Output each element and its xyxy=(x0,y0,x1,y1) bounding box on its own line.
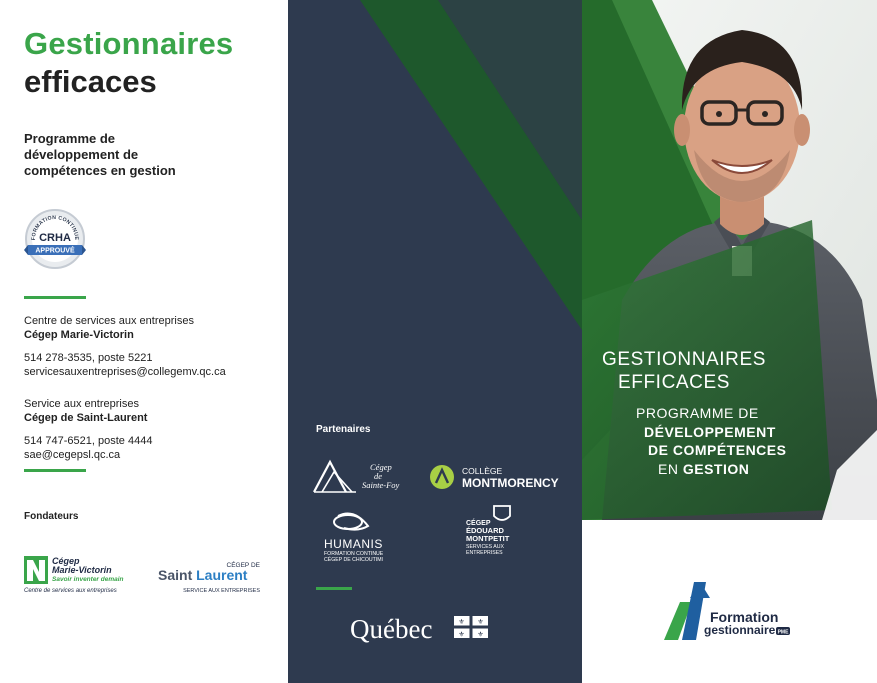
svg-text:Saint Laurent xyxy=(158,567,248,583)
fg-logo-suffix: PME xyxy=(777,629,789,636)
contact-email[interactable]: sae@cegepsl.qc.ca xyxy=(24,449,121,461)
contact-service-name: Centre de services aux entreprises xyxy=(24,315,194,327)
crha-badge-name: CRHA xyxy=(39,232,71,244)
contact-saint-laurent xyxy=(24,397,152,462)
cegep-sainte-foy-logo xyxy=(312,458,412,498)
cegep-marie-victorin-logo xyxy=(24,554,144,596)
logo-em-line5: ENTREPRISES xyxy=(466,550,503,556)
logo-em-line4: SERVICES AUX xyxy=(466,544,504,550)
cover-title-line2: EFFICACES xyxy=(618,372,731,393)
logo-humanis-line1: FORMATION CONTINUE xyxy=(324,551,384,557)
quebec-government-logo xyxy=(350,610,490,646)
brochure-title-line2: efficaces xyxy=(24,64,157,99)
svg-text:⚜: ⚜ xyxy=(458,630,465,639)
middle-panel xyxy=(288,0,582,683)
contact-phone: 514 278-3535, poste 5221 xyxy=(24,352,153,364)
contact-email[interactable]: servicesauxentreprises@collegemv.qc.ca xyxy=(24,366,226,378)
svg-text:⚜: ⚜ xyxy=(458,618,465,626)
cover-subtitle-line1: PROGRAMME DE xyxy=(636,405,759,421)
quebec-flag-icon xyxy=(454,616,488,639)
partners-label: Partenaires xyxy=(316,424,371,435)
contact-marie-victorin xyxy=(24,314,226,379)
cover-subtitle-bold: GESTION xyxy=(682,461,750,477)
middle-diagonal-bands xyxy=(288,0,582,683)
program-subtitle xyxy=(24,131,224,179)
college-montmorency-logo xyxy=(428,462,568,492)
cegep-saint-laurent-logo xyxy=(158,560,262,596)
brochure-title-line1: Gestionnaires xyxy=(24,26,234,61)
fg-logo-line2: gestionnaire xyxy=(704,623,776,637)
cover-subtitle-prefix: EN xyxy=(658,461,683,477)
section-divider xyxy=(24,296,86,299)
logo-sl-footer: SERVICE AUX ENTREPRISES xyxy=(183,588,260,594)
section-divider xyxy=(316,587,352,590)
svg-text:⚜: ⚜ xyxy=(477,630,484,639)
quebec-wordmark: Québec xyxy=(350,614,433,644)
cover-subtitle-line3: DE COMPÉTENCES xyxy=(648,442,787,458)
founders-label: Fondateurs xyxy=(24,511,79,522)
logo-sl-top: CÉGEP DE xyxy=(226,562,260,569)
logo-montmorency-line1: COLLÈGE xyxy=(462,466,503,476)
cover-title-line1: GESTIONNAIRES xyxy=(602,349,767,370)
subtitle-line: Programme de xyxy=(24,131,116,146)
cover-subtitle-line4 xyxy=(658,460,749,479)
crha-approved-badge xyxy=(24,208,86,270)
logo-em-line1: CÉGEP xyxy=(466,520,491,527)
left-panel xyxy=(0,0,288,683)
logo-mv-line2: Marie-Victorin xyxy=(52,565,112,575)
logo-sl-name-part2: Laurent xyxy=(196,567,248,583)
logo-mv-line1: Cégep xyxy=(52,556,80,566)
svg-text:⚜: ⚜ xyxy=(477,618,484,626)
logo-em-line3: MONTPETIT xyxy=(466,534,510,543)
subtitle-line: compétences en gestion xyxy=(24,163,176,178)
logo-humanis-name: HUMANIS xyxy=(324,537,383,551)
logo-sf-line1: Cégep xyxy=(370,462,392,472)
formation-gestionnaire-logo xyxy=(664,578,794,642)
section-divider xyxy=(24,469,86,472)
logo-sf-line2: de xyxy=(374,471,383,481)
contact-institution: Cégep Marie-Victorin xyxy=(24,329,134,341)
crha-badge-top-text: FORMATION CONTINUE xyxy=(30,214,80,241)
logo-sl-name-part1: Saint xyxy=(158,567,193,583)
humanis-logo xyxy=(324,510,404,564)
contact-service-name: Service aux entreprises xyxy=(24,398,139,410)
logo-mv-footer: Centre de services aux entreprises xyxy=(24,588,117,594)
logo-mv-tagline: Savoir inventer demain xyxy=(52,576,124,583)
logo-humanis-line2: CÉGEP DE CHICOUTIMI xyxy=(324,557,383,563)
cover-subtitle-line2: DÉVELOPPEMENT xyxy=(644,424,776,440)
right-panel xyxy=(582,0,877,683)
subtitle-line: développement de xyxy=(24,147,139,162)
fg-logo-line1: Formation xyxy=(710,609,779,625)
contact-institution: Cégep de Saint-Laurent xyxy=(24,412,148,424)
logo-sf-line3: Sainte-Foy xyxy=(362,480,400,490)
crha-badge-bottom-text: APPROUVÉ xyxy=(35,247,75,255)
cegep-edouard-montpetit-logo xyxy=(464,504,544,564)
logo-em-line2: ÉDOUARD xyxy=(466,526,504,535)
logo-montmorency-line2: MONTMORENCY xyxy=(462,476,559,490)
contact-phone: 514 747-6521, poste 4444 xyxy=(24,435,153,447)
